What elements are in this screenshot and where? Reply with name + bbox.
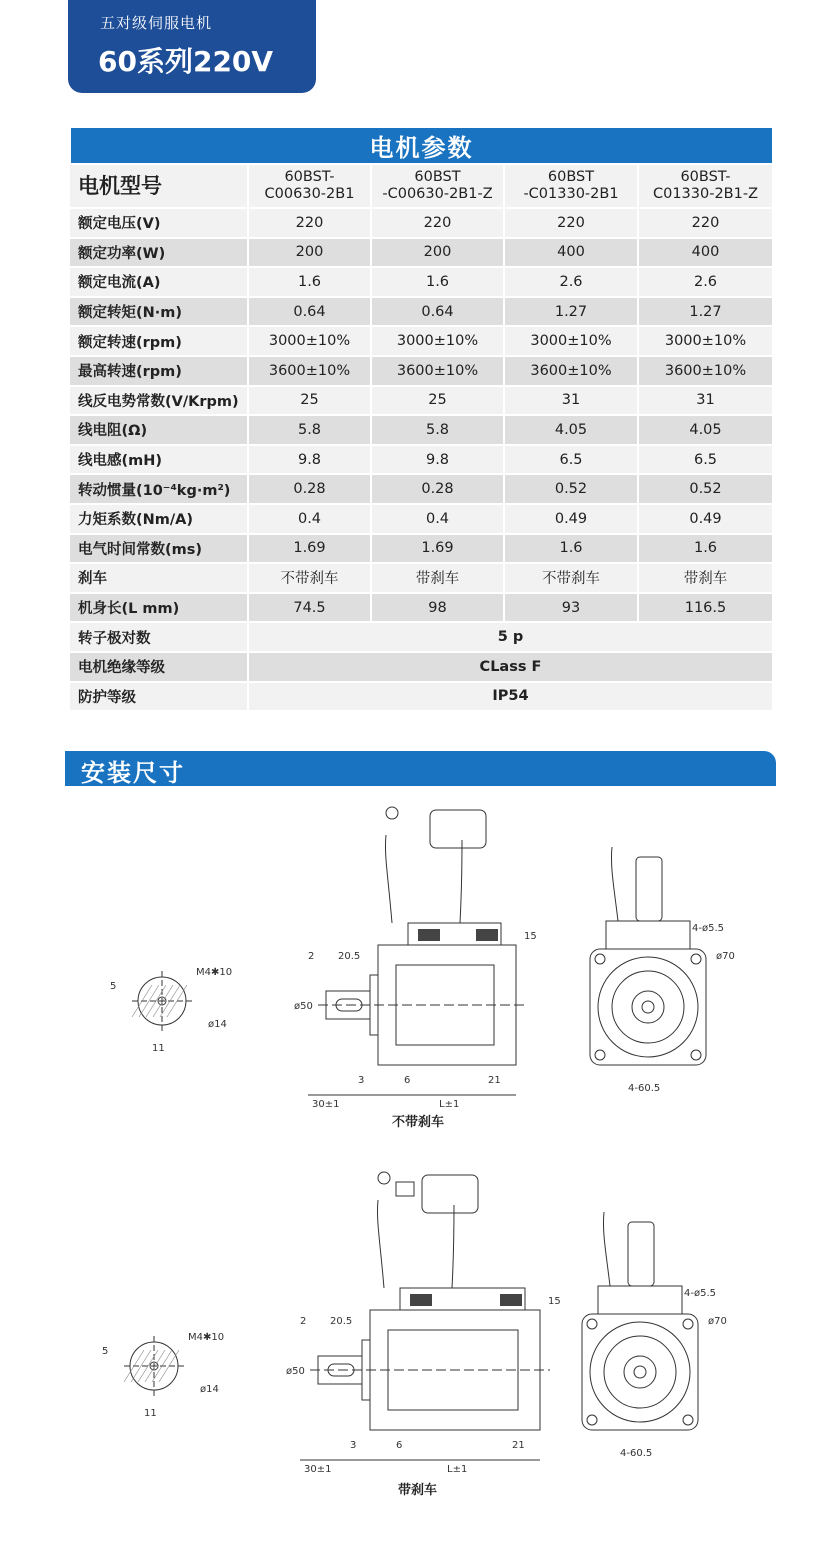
- row-value: 4.05: [638, 415, 772, 445]
- row-label: 额定转速(rpm): [70, 326, 248, 356]
- connector-height-dim: 15: [548, 1296, 561, 1307]
- mounting-hole: [691, 954, 701, 964]
- ground-ring: [386, 807, 398, 819]
- table-row: [70, 238, 772, 268]
- body-len-dim: L±1: [439, 1099, 460, 1110]
- row-label: 最高转速(rpm): [70, 356, 248, 386]
- dim-21: 21: [512, 1440, 525, 1451]
- table-row: [70, 356, 772, 386]
- row-value: 1.27: [638, 297, 772, 327]
- row-label: 额定转矩(N·m): [70, 297, 248, 327]
- pilot-len-dim: 3: [358, 1075, 365, 1086]
- pilot-len-dim: 3: [350, 1440, 357, 1451]
- mounting-hole: [683, 1415, 693, 1425]
- flange-size-dim: 4-60.5: [620, 1448, 653, 1459]
- mounting-hole: [683, 1319, 693, 1329]
- row-value: 5 p: [248, 622, 772, 652]
- shaft-circle: [642, 1001, 654, 1013]
- dim-21: 21: [488, 1075, 501, 1086]
- pilot-circle: [604, 1336, 676, 1408]
- row-value: 5.8: [371, 415, 504, 445]
- row-value: 1.6: [248, 267, 371, 297]
- connector-grip: [500, 1294, 522, 1306]
- dim-6: 6: [404, 1075, 411, 1086]
- row-value: 2.6: [504, 267, 638, 297]
- table-row: [70, 652, 772, 682]
- row-label: 线电感(mH): [70, 445, 248, 475]
- front-encoder-plug: [628, 1222, 654, 1286]
- thread-dim: M4✱10: [188, 1332, 225, 1343]
- row-value: 0.4: [371, 504, 504, 534]
- model-cell: 60BST -C00630-2B1-Z: [371, 164, 504, 208]
- table-row: [70, 563, 772, 593]
- table-row: [70, 415, 772, 445]
- row-value: 3000±10%: [638, 326, 772, 356]
- front-encoder-plug: [636, 857, 662, 921]
- row-value: 带刹车: [638, 563, 772, 593]
- mounting-holes-dim: 4-ø5.5: [684, 1288, 716, 1299]
- row-value: 1.6: [371, 267, 504, 297]
- table-title: 电机参数: [70, 127, 772, 164]
- row-value: IP54: [248, 682, 772, 711]
- connector-grip: [476, 929, 498, 941]
- row-label: 线电阻(Ω): [70, 415, 248, 445]
- row-value: 31: [638, 386, 772, 416]
- table-row: [70, 504, 772, 534]
- connector-grip: [410, 1294, 432, 1306]
- row-value: 1.69: [371, 534, 504, 564]
- mounting-hole: [691, 1050, 701, 1060]
- row-value: 3000±10%: [504, 326, 638, 356]
- connector-height-dim: 15: [524, 931, 537, 942]
- row-value: 5.8: [248, 415, 371, 445]
- row-value: 不带刹车: [248, 563, 371, 593]
- table-row: [70, 474, 772, 504]
- row-value: 400: [638, 238, 772, 268]
- pcd-circle: [590, 1322, 690, 1422]
- flange-offset-dim: 2: [308, 951, 315, 962]
- body-len-dim: L±1: [447, 1464, 468, 1475]
- encoder-cable: [452, 1205, 454, 1288]
- row-value: 0.52: [504, 474, 638, 504]
- key-width-dim: 5: [102, 1346, 109, 1357]
- row-label: 防护等级: [70, 682, 248, 711]
- series-title: 60系列220V: [98, 45, 274, 78]
- row-value: 6.5: [638, 445, 772, 475]
- dim-6: 6: [396, 1440, 403, 1451]
- series-subtitle: 五对级伺服电机: [100, 14, 213, 32]
- row-value: 不带刹车: [504, 563, 638, 593]
- row-label: 线反电势常数(V/Krpm): [70, 386, 248, 416]
- row-value: 9.8: [248, 445, 371, 475]
- caption-no-brake: 不带刹车: [392, 1115, 445, 1130]
- brake-connector: [396, 1182, 414, 1196]
- model-label: 电机型号: [70, 164, 248, 208]
- row-value: 1.6: [638, 534, 772, 564]
- install-section-title: 安装尺寸: [81, 759, 185, 787]
- row-value: 220: [248, 208, 371, 238]
- caption-with-brake: 带刹车: [398, 1483, 438, 1498]
- row-value: 0.49: [504, 504, 638, 534]
- front-flange: [590, 949, 706, 1065]
- table-row: [70, 297, 772, 327]
- row-value: 98: [371, 593, 504, 623]
- row-label: 力矩系数(Nm/A): [70, 504, 248, 534]
- row-value: 9.8: [371, 445, 504, 475]
- key-height-dim: 11: [144, 1408, 157, 1419]
- row-value: 2.6: [638, 267, 772, 297]
- flange-size-dim: 4-60.5: [628, 1083, 661, 1094]
- ground-ring: [378, 1172, 390, 1184]
- row-value: 0.64: [371, 297, 504, 327]
- parameter-rows: [70, 208, 772, 710]
- shaft-dia-dim: ø14: [200, 1384, 219, 1395]
- table-row: [70, 534, 772, 564]
- row-label: 额定电压(V): [70, 208, 248, 238]
- row-value: 220: [638, 208, 772, 238]
- row-value: 0.28: [371, 474, 504, 504]
- mounting-hole: [595, 954, 605, 964]
- shaft-dia-dim: ø14: [208, 1019, 227, 1030]
- connector-grip: [418, 929, 440, 941]
- row-value: 3000±10%: [248, 326, 371, 356]
- row-value: 220: [371, 208, 504, 238]
- row-value: 400: [504, 238, 638, 268]
- row-value: 0.4: [248, 504, 371, 534]
- key-width-dim: 5: [110, 981, 117, 992]
- row-value: 1.27: [504, 297, 638, 327]
- key-length-dim: 20.5: [330, 1316, 353, 1327]
- row-value: 25: [248, 386, 371, 416]
- table-row: [70, 622, 772, 652]
- row-value: 带刹车: [371, 563, 504, 593]
- pcd-dim: ø70: [716, 951, 735, 962]
- encoder-connector: [422, 1175, 478, 1213]
- encoder-cable: [460, 840, 462, 923]
- row-label: 额定功率(W): [70, 238, 248, 268]
- install-section-bar: [65, 751, 776, 786]
- row-value: 0.64: [248, 297, 371, 327]
- row-value: 3600±10%: [371, 356, 504, 386]
- row-value: 1.69: [248, 534, 371, 564]
- pcd-circle: [598, 957, 698, 1057]
- mounting-hole: [595, 1050, 605, 1060]
- row-value: 4.05: [504, 415, 638, 445]
- row-value: 3000±10%: [371, 326, 504, 356]
- row-value: 0.52: [638, 474, 772, 504]
- row-value: 3600±10%: [504, 356, 638, 386]
- row-label: 额定电流(A): [70, 267, 248, 297]
- mounting-holes-dim: 4-ø5.5: [692, 923, 724, 934]
- mounting-hole: [587, 1415, 597, 1425]
- dimension-drawing-no-brake: [0, 795, 840, 1115]
- row-value: 93: [504, 593, 638, 623]
- shaft-len-dim: 30±1: [304, 1464, 332, 1475]
- row-label: 电气时间常数(ms): [70, 534, 248, 564]
- table-row: [70, 593, 772, 623]
- pilot-dia-dim: ø50: [294, 1001, 313, 1012]
- shaft-len-dim: 30±1: [312, 1099, 340, 1110]
- front-connector: [598, 1286, 682, 1314]
- shaft-circle: [634, 1366, 646, 1378]
- motor-parameter-table: [69, 126, 772, 710]
- power-cable: [377, 1200, 384, 1288]
- row-label: 转动惯量(10⁻⁴kg·m²): [70, 474, 248, 504]
- row-value: 200: [371, 238, 504, 268]
- row-value: CLass F: [248, 652, 772, 682]
- row-value: 25: [371, 386, 504, 416]
- table-row: [70, 267, 772, 297]
- table-row: [70, 682, 772, 711]
- row-label: 机身长(L mm): [70, 593, 248, 623]
- table-row: [70, 386, 772, 416]
- front-flange: [582, 1314, 698, 1430]
- hub-circle: [624, 1356, 656, 1388]
- table-row: [70, 326, 772, 356]
- front-cable: [603, 1212, 610, 1286]
- model-cell: 60BST -C01330-2B1: [504, 164, 638, 208]
- row-value: 200: [248, 238, 371, 268]
- row-value: 3600±10%: [248, 356, 371, 386]
- row-value: 0.49: [638, 504, 772, 534]
- row-value: 1.6: [504, 534, 638, 564]
- row-value: 31: [504, 386, 638, 416]
- row-value: 220: [504, 208, 638, 238]
- front-connector: [606, 921, 690, 949]
- row-value: 74.5: [248, 593, 371, 623]
- row-value: 0.28: [248, 474, 371, 504]
- row-label: 刹车: [70, 563, 248, 593]
- front-cable: [611, 847, 618, 921]
- hub-circle: [632, 991, 664, 1023]
- row-label: 电机绝缘等级: [70, 652, 248, 682]
- mounting-hole: [587, 1319, 597, 1329]
- key-length-dim: 20.5: [338, 951, 361, 962]
- row-value: 116.5: [638, 593, 772, 623]
- table-row: [70, 445, 772, 475]
- pcd-dim: ø70: [708, 1316, 727, 1327]
- series-header: [68, 0, 316, 93]
- pilot-dia-dim: ø50: [286, 1366, 305, 1377]
- row-value: 3600±10%: [638, 356, 772, 386]
- dimension-drawing-with-brake: [0, 1160, 840, 1480]
- table-row: [70, 208, 772, 238]
- pilot-circle: [612, 971, 684, 1043]
- encoder-connector: [430, 810, 486, 848]
- row-label: 转子极对数: [70, 622, 248, 652]
- flange-offset-dim: 2: [300, 1316, 307, 1327]
- model-cell: 60BST- C00630-2B1: [248, 164, 371, 208]
- key-height-dim: 11: [152, 1043, 165, 1054]
- power-cable: [385, 835, 392, 923]
- model-cell: 60BST- C01330-2B1-Z: [638, 164, 772, 208]
- thread-dim: M4✱10: [196, 967, 233, 978]
- row-value: 6.5: [504, 445, 638, 475]
